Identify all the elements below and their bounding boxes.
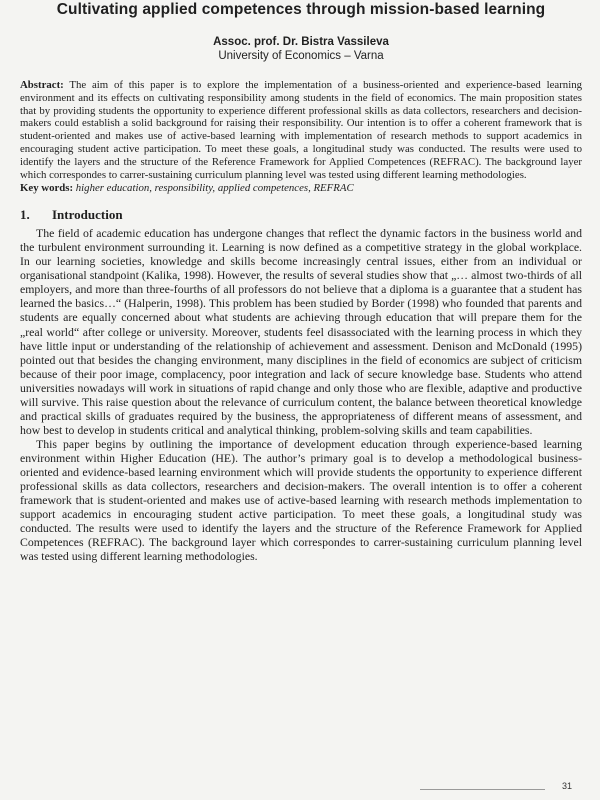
abstract-label: Abstract: xyxy=(20,79,64,91)
section-title: Introduction xyxy=(52,207,123,223)
keywords xyxy=(20,182,582,195)
author-affiliation: University of Economics – Varna xyxy=(218,50,384,62)
abstract-text: The aim of this paper is to explore the implementation of a business-oriented and experience-based learning environment and its effects on cultivating responsibility among students in the field of economics. The main proposition states that by providing students the opportunity to experience different professional skills as data collectors, researchers and decision-makers could establish a solid background for raising their responsibility. Our intention is to offer a coherent framework that is student-oriented and makes use of active-based learning with implementation of research methods to support academics in encouraging student active participation. To meet these goals, a longitudinal study was conducted. The results were used to identify the layers and the structure of the Reference Framework for Applied Competences (REFRAC). The background layer which correspondes to carrer-sustaining curriculum planning level was tested using different learning methodologies. xyxy=(20,79,582,181)
body-paragraph: This paper begins by outlining the importance of development education through experience-based learning environment within Higher Education (HE). The author’s primary goal is to develop a methodological business-oriented and evidence-based learning environment which will provide students the opportunity to experience different professional skills as data collectors, researchers and decision-makers. The overall intention is to offer a coherent framework that is student-oriented and makes use of active-based learning with research methods implementation to support academics in encouraging student active participation. To meet these goals, a longitudinal study was conducted. The results were used to identify the layers and the structure of the Reference Framework for Applied Competences (REFRAC). The background layer which correspondes to carrer-sustaining curriculum planning level was tested using different learning methodologies. xyxy=(20,436,582,564)
abstract xyxy=(20,79,582,181)
keywords-text: higher education, responsibility, applied competences, REFRAC xyxy=(75,182,354,195)
keywords-label: Key words: xyxy=(20,182,74,195)
section-number: 1. xyxy=(20,207,30,223)
paper-title: Cultivating applied competences through mission-based learning xyxy=(56,1,546,18)
page-number: 31 xyxy=(562,781,573,791)
body-paragraph: The field of academic education has undergone changes that reflect the dynamic factors in the business world and the turbulent environment surrounding it. Learning is now defined as a competitive strategy in the global workplace. In our learning societies, knowledge and skills become increasingly central issues, either from an individual or organisational standpoint (Kalika, 1998). However, the results of several studies show that „… almost two-thirds of all employers, and more than three-fourths of all professors do not believe that a diploma is a guarantee that a student has learned the basics…“ (Halperin, 1998). This problem has been studied by Border (1998) who founded that parents and students are equally concerned about what students are achieving through education that will prepare them for the „real world“ after college or university. Moreover, students feel disassociated with the learning process in which they have little input or understanding of the relationship of achievement and assessment. Denison and McDonald (1995) pointed out that besides the changing environment, many disciplines in the field of economics are subject of criticism because of their poor image, complacency, poor integration and lack of secure knowledge base. Students who attend universities nowadays will work in situations of rapid change and only those who are flexible, adaptive and productive will survive. This raise question about the relevance of curriculum content, the balance between theoretical knowledge and practical skills of graduates required by the business, the appropriateness of different means of assessment, and how best to develop in students critical and analytical thinking, problem-solving skills and team capabilities. xyxy=(20,226,582,437)
section-heading-introduction xyxy=(20,207,582,222)
author-name: Assoc. prof. Dr. Bistra Vassileva xyxy=(213,36,389,48)
footer-rule xyxy=(420,789,545,790)
